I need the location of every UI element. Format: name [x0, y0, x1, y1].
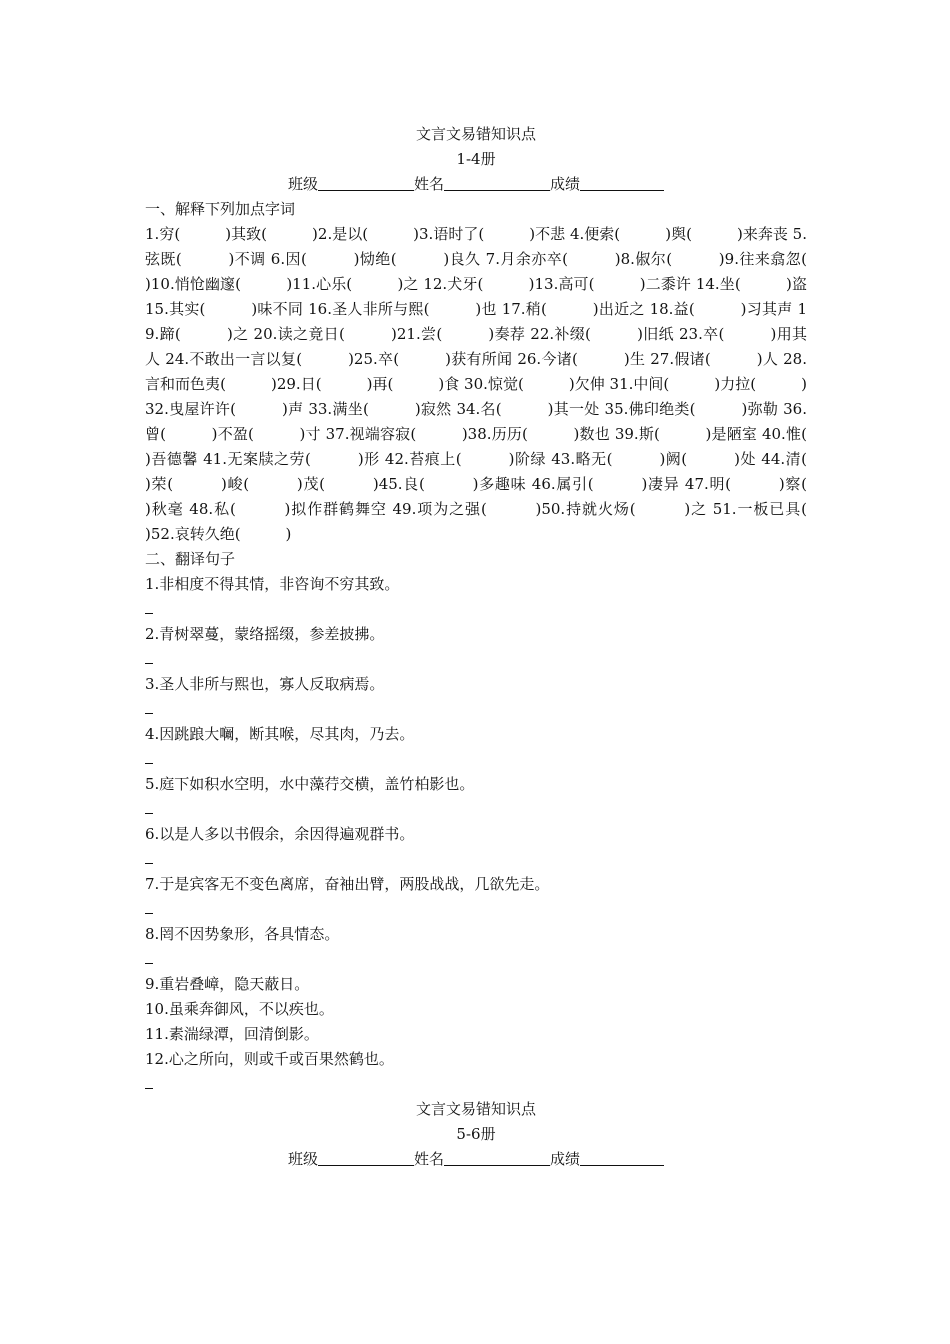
class-blank[interactable] [318, 1150, 414, 1166]
sentence-item: 11.素湍绿潭，回清倒影。 [145, 1025, 319, 1043]
part1-volume: 1-4册 [456, 150, 496, 168]
section2-heading: 二、翻译句子 [145, 550, 236, 568]
score-blank[interactable] [580, 175, 664, 191]
answer-line[interactable] [145, 1072, 807, 1097]
sentence-item: 7.于是宾客无不变色离席，奋袖出臂，两股战战，几欲先走。 [145, 875, 550, 893]
sentence-item: 4.因跳踉大㘎，断其喉，尽其肉，乃去。 [145, 725, 415, 743]
score-label: 成绩 [550, 175, 581, 193]
answer-line[interactable] [145, 897, 807, 922]
sentence-item: 6.以是人多以书假余，余因得遍观群书。 [145, 825, 415, 843]
section1-heading: 一、解释下列加点字词 [145, 200, 296, 218]
name-blank[interactable] [444, 175, 550, 191]
answer-line[interactable] [145, 847, 807, 872]
answer-line[interactable] [145, 647, 807, 672]
sentence-item: 10.虽乘奔御风，不以疾也。 [145, 1000, 334, 1018]
answer-line[interactable] [145, 697, 807, 722]
part2-title: 文言文易错知识点 [415, 1100, 536, 1118]
sentence-item: 8.罔不因势象形，各具情态。 [145, 925, 340, 943]
answer-line[interactable] [145, 947, 807, 972]
answer-line[interactable] [145, 597, 807, 622]
sentence-item: 1.非相度不得其情，非咨询不穷其致。 [145, 575, 400, 593]
part1-info-row [145, 172, 807, 197]
answer-line[interactable] [145, 747, 807, 772]
worksheet-page [145, 122, 853, 1172]
class-blank[interactable] [318, 175, 414, 191]
class-label: 班级 [287, 1150, 318, 1168]
name-label: 姓名 [413, 175, 444, 193]
answer-line[interactable] [145, 797, 807, 822]
sentence-item: 5.庭下如积水空明，水中藻荇交横，盖竹柏影也。 [145, 775, 475, 793]
name-label: 姓名 [413, 1150, 444, 1168]
sentence-item: 12.心之所向，则或千或百果然鹤也。 [145, 1050, 394, 1068]
score-blank[interactable] [580, 1150, 664, 1166]
section1-body: 1.穷( )其致( )2.是以( )3.语时了( )不悲 4.便索( )舆( )来奔丧 5.弦既( )不调 6.因( )恸绝( )良久 7.月余亦卒( )8.俶尔( )9.往来翕忽( )10.悄怆幽邃( )11.心乐( )之 12.犬牙( )13.高可( )二黍许 14.坐( )盗 15.其实( )味不同 16.圣人非所与熙( )也 17.稍( )出近之 18.益( )习其声 19.蹄( )之 20.读之竟日( )21.尝( )奏荐 22.补缀( )旧纸 23.卒( )用其人 24.不敢出一言以复( )25.卒( )获有所闻 26.今诸( )生 27.假诸( )人 28.言和而色夷( )29.日( )再( )食 30.惊觉( )欠伸 31.中间( )力拉( )32.曳屋许许( )声 33.满坐( )寂然 34.名( )其一处 35.佛印绝类( )弥勒 36.曾( )不盈( )寸 37.视端容寂( )38.历历( )数也 39.斯( )是陋室 40.惟( )吾德馨 41.无案牍之劳( )形 42.苔痕上( )阶绿 43.略无( )阙( )处 44.清( )荣( )峻( )茂( )45.良( )多趣味 46.属引( )凄异 47.明( )察( )秋毫 48.私( )拟作群鹤舞空 49.项为之强( )50.持就火炀( )之 51.一板已具( )52.哀转久绝( ) [145, 225, 853, 543]
sentence-item: 9.重岩叠嶂，隐天蔽日。 [145, 975, 310, 993]
sentence-item: 2.青树翠蔓，蒙络摇缀，参差披拂。 [145, 625, 385, 643]
sentence-item: 3.圣人非所与熙也，寡人反取病焉。 [145, 675, 385, 693]
part2-info-row [145, 1147, 807, 1172]
part2-volume: 5-6册 [456, 1125, 496, 1143]
class-label: 班级 [287, 175, 318, 193]
name-blank[interactable] [444, 1150, 550, 1166]
part1-title: 文言文易错知识点 [415, 125, 536, 143]
score-label: 成绩 [550, 1150, 581, 1168]
